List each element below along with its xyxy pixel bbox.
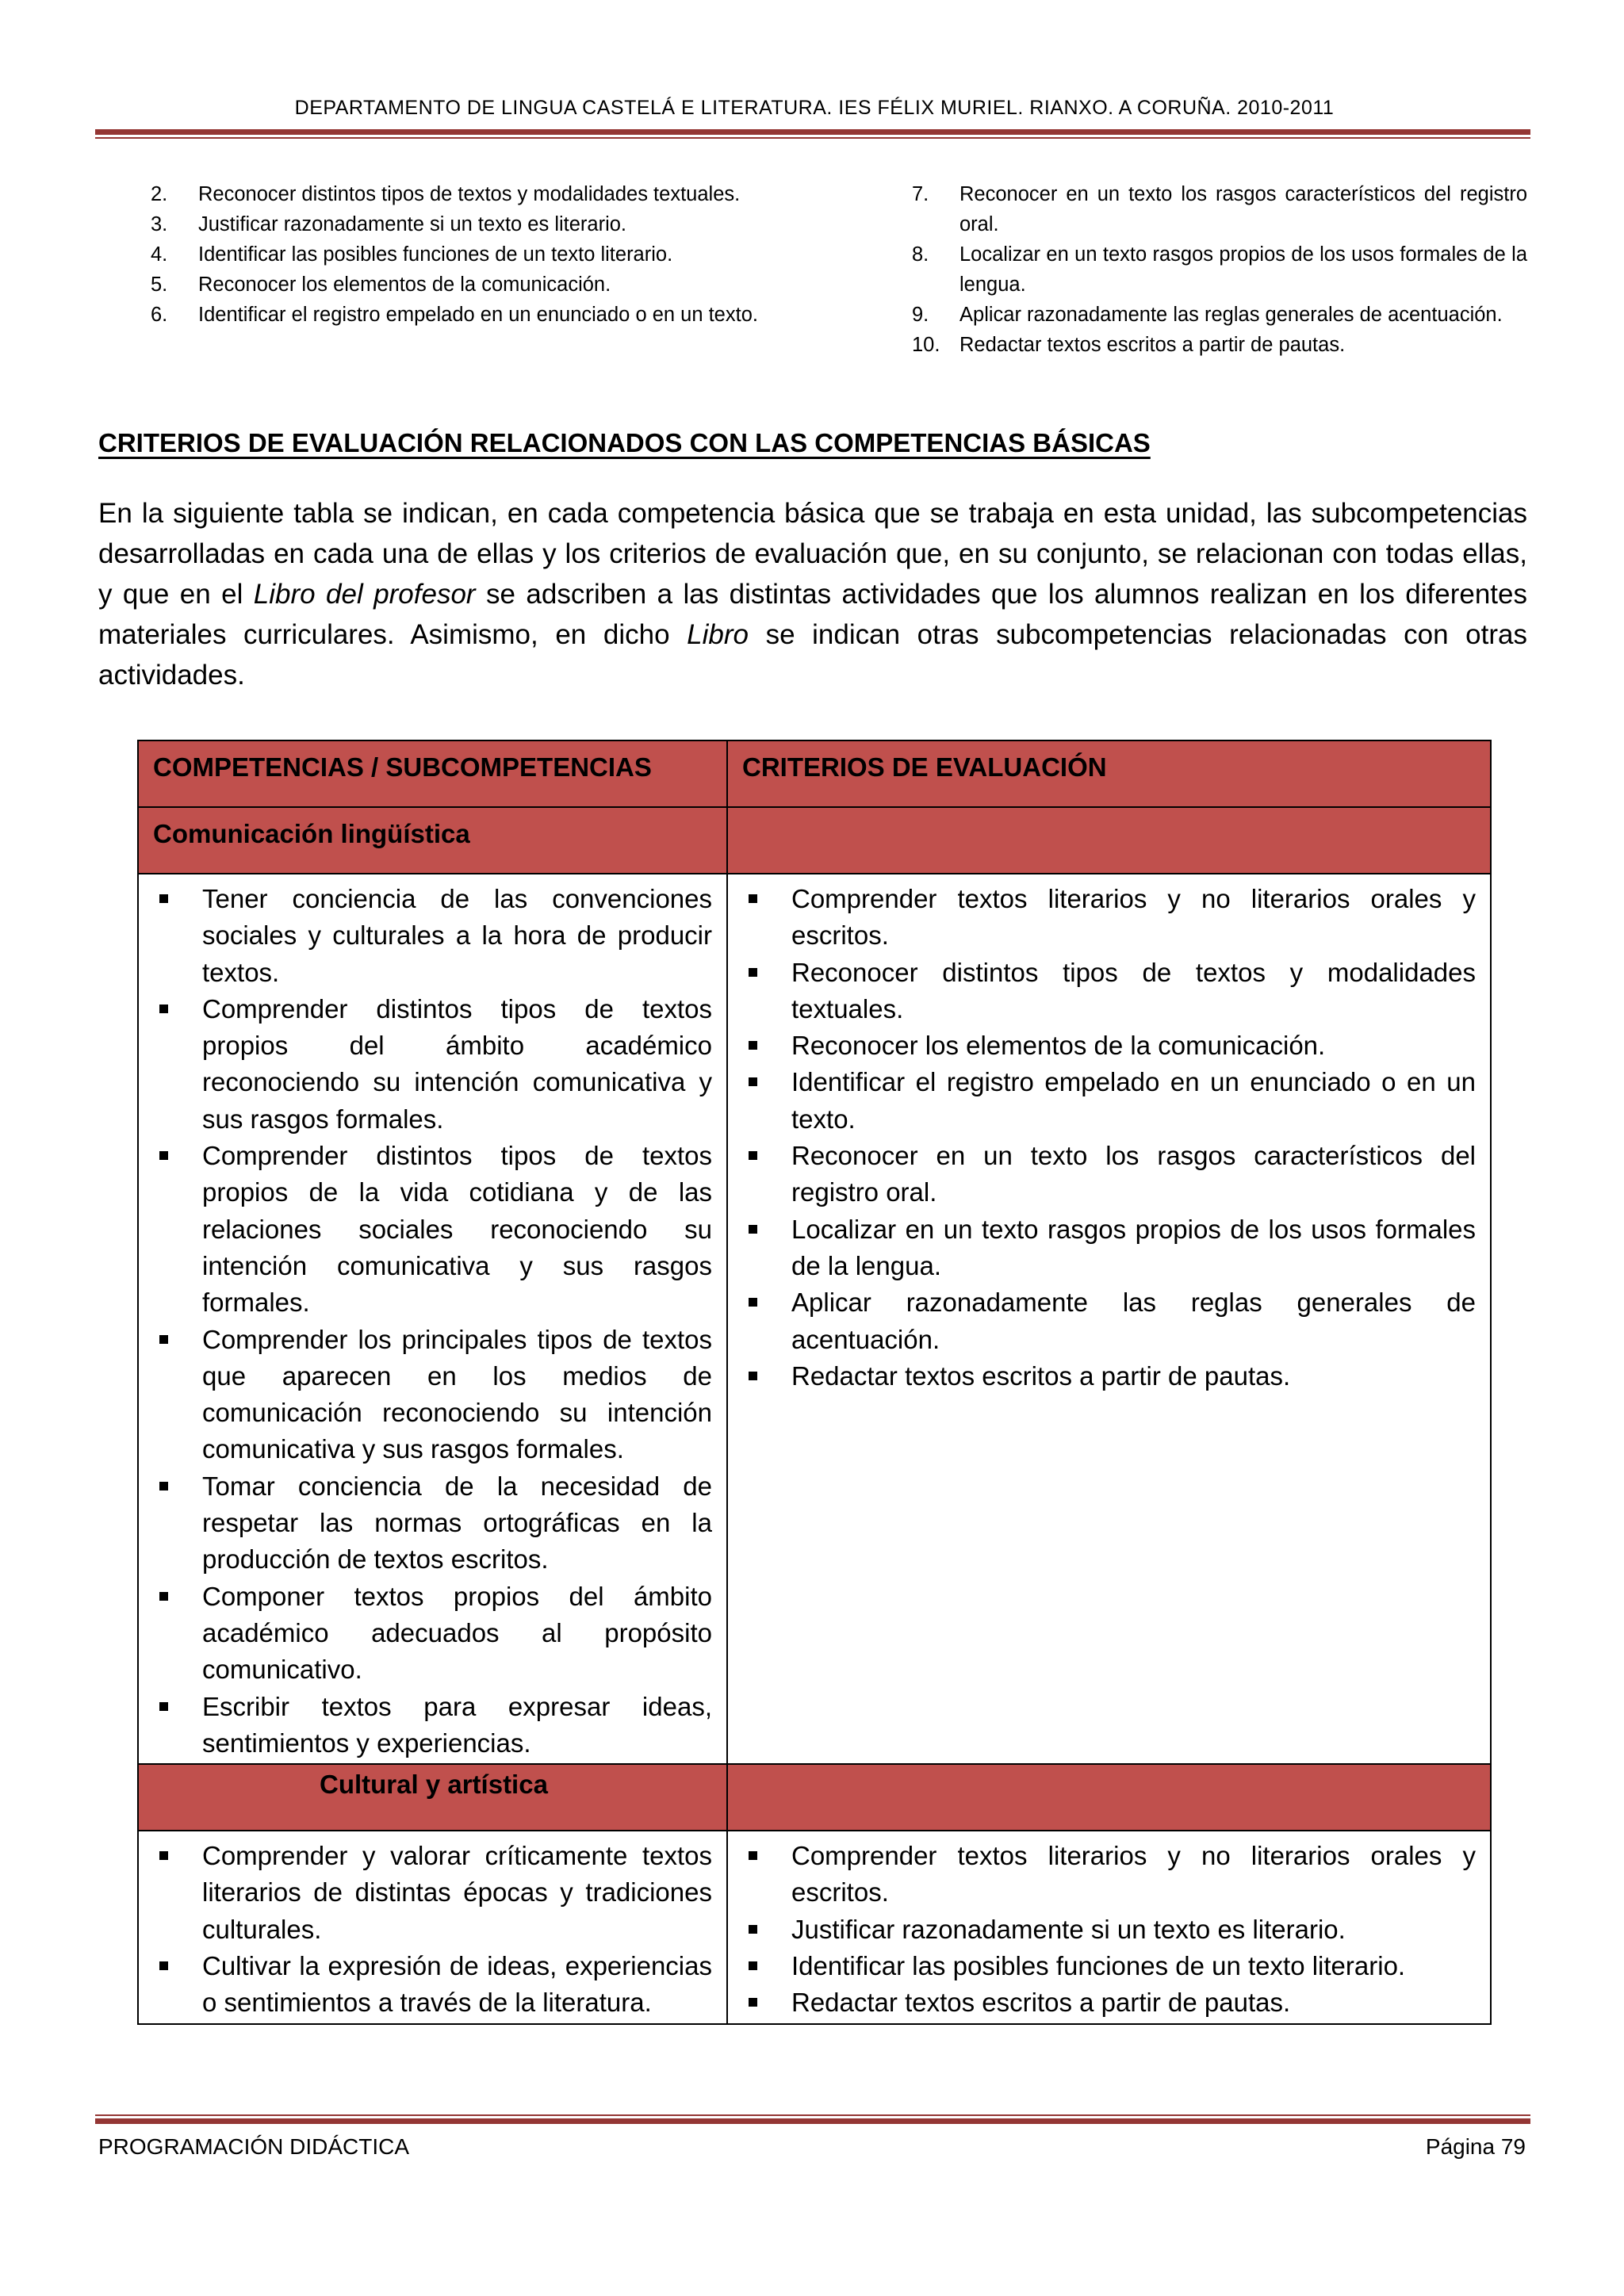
section-heading: CRITERIOS DE EVALUACIÓN RELACIONADOS CON LAS COMPETENCIAS BÁSICAS bbox=[98, 428, 1151, 457]
objective-item: 10. Redactar textos escritos a partir de pautas. bbox=[912, 334, 1346, 356]
bullet-square-icon bbox=[159, 894, 168, 903]
list-item: Reconocer los elementos de la comunicación. bbox=[742, 1027, 1476, 1064]
page-header-title: DEPARTAMENTO DE LINGUA CASTELÁ E LITERATURA. IES FÉLIX MURIEL. RIANXO. A CORUÑA. 2010-2011 bbox=[294, 97, 1335, 119]
bullet-square-icon bbox=[749, 1851, 757, 1860]
bullet-square-icon bbox=[749, 968, 757, 977]
footer-title: PROGRAMACIÓN DIDÁCTICA bbox=[98, 2134, 410, 2159]
page-number: Página 79 bbox=[1425, 2134, 1526, 2159]
group-title-cell: Comunicación lingüística bbox=[138, 807, 727, 874]
header-rule bbox=[95, 129, 1530, 139]
list-item: Reconocer en un texto los rasgos característicos del registro oral. bbox=[742, 1138, 1476, 1211]
list-item: Justificar razonadamente si un texto es literario. bbox=[742, 1911, 1476, 1948]
list-item: Comprender los principales tipos de textos que aparecen en los medios de comunicación reconociendo su intención comunicativa y sus rasgos formales. bbox=[153, 1322, 712, 1468]
list-item: Localizar en un texto rasgos propios de los usos formales de la lengua. bbox=[742, 1211, 1476, 1285]
list-item: Componer textos propios del ámbito académico adecuados al propósito comunicativo. bbox=[153, 1578, 712, 1689]
subcompetencias-cell bbox=[138, 1831, 727, 2023]
list-item: Cultivar la expresión de ideas, experiencias o sentimientos a través de la literatura. bbox=[153, 1948, 712, 2022]
bullet-square-icon bbox=[749, 894, 757, 903]
bullet-square-icon bbox=[749, 1225, 757, 1234]
list-item: Comprender textos literarios y no literarios orales y escritos. bbox=[742, 1838, 1476, 1911]
book-emphasis: Libro bbox=[687, 619, 749, 650]
list-item: Redactar textos escritos a partir de pautas. bbox=[742, 1984, 1476, 2021]
bullet-square-icon bbox=[749, 1077, 757, 1086]
bullet-square-icon bbox=[159, 1335, 168, 1344]
bullet-square-icon bbox=[749, 1372, 757, 1380]
group-title-cell: Cultural y artística bbox=[138, 1764, 727, 1831]
criterios-cell bbox=[727, 1831, 1491, 2023]
list-item: Identificar el registro empelado en un enunciado o en un texto. bbox=[742, 1064, 1476, 1138]
objective-item: 8. Localizar en un texto rasgos propios de los usos formales de la lengua. bbox=[912, 243, 1527, 296]
group-empty-cell bbox=[727, 1764, 1491, 1831]
objective-item: 5. Reconocer los elementos de la comunicación. bbox=[151, 274, 611, 296]
bullet-square-icon bbox=[159, 1004, 168, 1013]
bullet-square-icon bbox=[749, 1998, 757, 2007]
bullet-square-icon bbox=[749, 1041, 757, 1050]
bullet-square-icon bbox=[159, 1151, 168, 1160]
list-item: Tener conciencia de las convenciones sociales y culturales a la hora de producir textos. bbox=[153, 881, 712, 991]
list-item: Comprender y valorar críticamente textos literarios de distintas épocas y tradiciones culturales. bbox=[153, 1838, 712, 1948]
objectives-list-left bbox=[151, 179, 763, 330]
list-item: Comprender distintos tipos de textos propios de la vida cotidiana y de las relaciones sociales reconociendo su intención comunicativa y sus rasgos formales. bbox=[153, 1138, 712, 1321]
bullet-square-icon bbox=[749, 1298, 757, 1307]
group-header-row bbox=[138, 807, 1491, 874]
objective-item: 4. Identificar las posibles funciones de un texto literario. bbox=[151, 243, 673, 266]
list-item: Redactar textos escritos a partir de pautas. bbox=[742, 1358, 1476, 1395]
objectives-list-right bbox=[912, 179, 1527, 360]
bullet-square-icon bbox=[159, 1702, 168, 1711]
table-header-row bbox=[138, 740, 1491, 807]
bullet-square-icon bbox=[159, 1961, 168, 1970]
list-item: Escribir textos para expresar ideas, sentimientos y experiencias. bbox=[153, 1689, 712, 1762]
bullet-square-icon bbox=[749, 1961, 757, 1970]
subcompetencias-cell bbox=[138, 874, 727, 1764]
group-header-row bbox=[138, 1764, 1491, 1831]
column-header: CRITERIOS DE EVALUACIÓN bbox=[727, 740, 1491, 807]
table-row bbox=[138, 1831, 1491, 2023]
book-title-emphasis: Libro del profesor bbox=[253, 579, 476, 610]
list-item: Comprender distintos tipos de textos propios del ámbito académico reconociendo su intención comunicativa y sus rasgos formales. bbox=[153, 991, 712, 1138]
group-empty-cell bbox=[727, 807, 1491, 874]
list-item: Tomar conciencia de la necesidad de respetar las normas ortográficas en la producción de textos escritos. bbox=[153, 1468, 712, 1578]
bullet-square-icon bbox=[159, 1482, 168, 1490]
criteria-table bbox=[137, 740, 1492, 2025]
list-item: Comprender textos literarios y no literarios orales y escritos. bbox=[742, 881, 1476, 955]
column-header: COMPETENCIAS / SUBCOMPETENCIAS bbox=[138, 740, 727, 807]
intro-paragraph: En la siguiente tabla se indican, en cada competencia básica que se trabaja en esta unidad, las subcompetencias desarrolladas en cada una de ellas y los criterios de evaluación que, en su conjunto, se relacionan con todas ellas, y que en el Libro del profesor se adscriben a las distintas actividades que los alumnos realizan en los diferentes materiales curriculares. Asimismo, en dicho Libro se indican otras subcompetencias relacionadas con otras actividades. bbox=[98, 498, 1527, 691]
bullet-square-icon bbox=[749, 1925, 757, 1934]
criterios-cell bbox=[727, 874, 1491, 1764]
footer-rule bbox=[95, 2114, 1530, 2124]
objective-item: 9. Aplicar razonadamente las reglas generales de acentuación. bbox=[912, 304, 1503, 326]
objective-item: 3. Justificar razonadamente si un texto es literario. bbox=[151, 213, 627, 235]
list-item: Identificar las posibles funciones de un texto literario. bbox=[742, 1948, 1476, 1984]
objective-item: 2. Reconocer distintos tipos de textos y modalidades textuales. bbox=[151, 183, 741, 205]
bullet-square-icon bbox=[159, 1592, 168, 1601]
table-row bbox=[138, 874, 1491, 1764]
list-item: Reconocer distintos tipos de textos y modalidades textuales. bbox=[742, 955, 1476, 1028]
objective-item: 7. Reconocer en un texto los rasgos característicos del registro oral. bbox=[912, 183, 1527, 235]
bullet-square-icon bbox=[159, 1851, 168, 1860]
bullet-square-icon bbox=[749, 1151, 757, 1160]
list-item: Aplicar razonadamente las reglas generales de acentuación. bbox=[742, 1284, 1476, 1358]
objective-item: 6. Identificar el registro empelado en un enunciado o en un texto. bbox=[151, 304, 758, 326]
